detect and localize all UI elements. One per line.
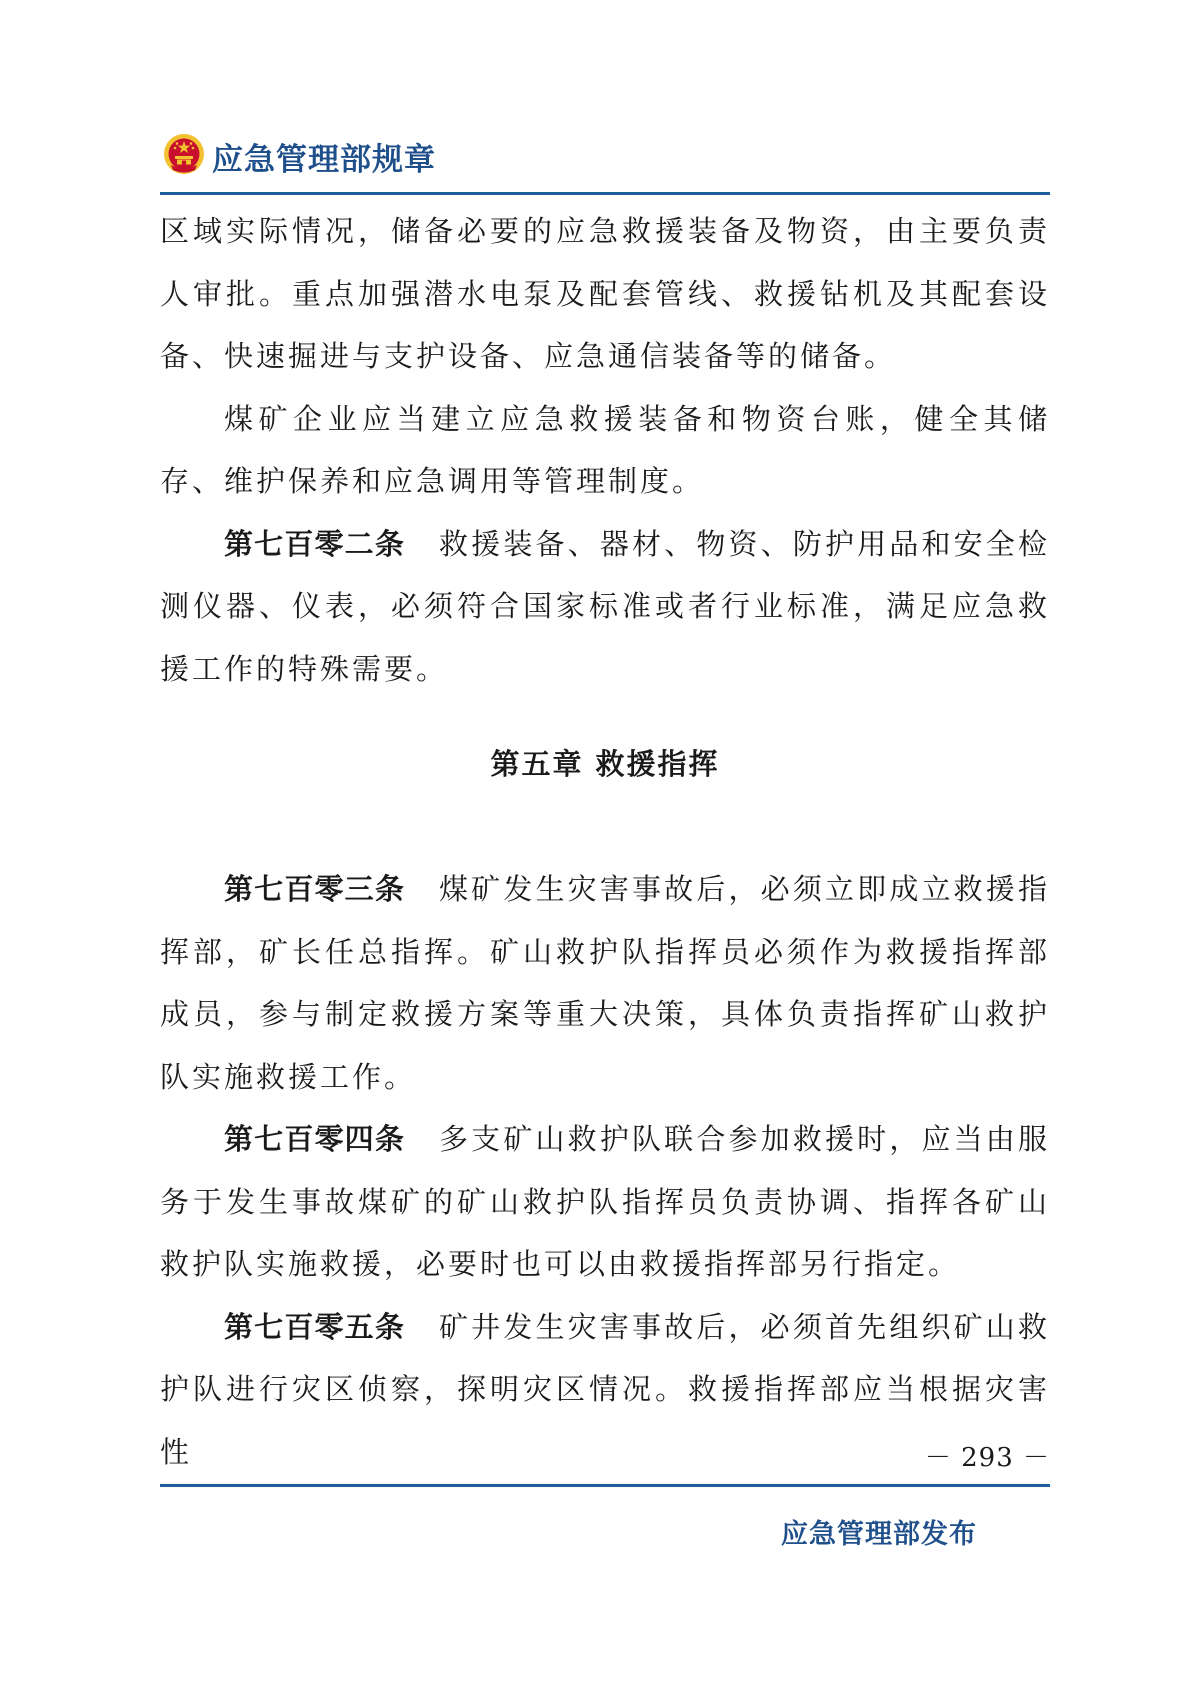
paragraph-ledger: 煤矿企业应当建立应急救援装备和物资台账，健全其储存、维护保养和应急调用等管理制度。 <box>160 401 1050 498</box>
footer-publisher: 应急管理部发布 <box>781 1519 977 1550</box>
article-label: 第七百零二条 <box>224 526 405 561</box>
page-header <box>160 130 1050 190</box>
document-body <box>160 200 1050 1483</box>
article-703 <box>160 858 1050 1108</box>
article-label: 第七百零四条 <box>224 1122 405 1156</box>
page-number: － 293 － <box>924 1443 1050 1473</box>
article-text: 救援装备、器材、物资、防护用品和安全检测仪器、仪表，必须符合国家标准或者行业标准，满足应急救援工作的特殊需要。 <box>160 526 1050 686</box>
article-label: 第七百零五条 <box>224 1309 405 1344</box>
paragraph-continued: 区域实际情况，储备必要的应急救援装备及物资，由主要负责人审批。重点加强潜水电泵及配套管线、救援钻机及其配套设备、快速掘进与支护设备、应急通信装备等的储备。 <box>160 214 1050 373</box>
article-text: 煤矿发生灾害事故后，必须立即成立救援指挥部，矿长任总指挥。矿山救护队指挥员必须作为救援指挥部成员，参与制定救援方案等重大决策，具体负责指挥矿山救护队实施救援工作。 <box>160 872 1050 1094</box>
header-divider <box>160 192 1050 195</box>
article-text: 多支矿山救护队联合参加救援时，应当由服务于发生事故煤矿的矿山救护队指挥员负责协调、指挥各矿山救护队实施救援，必要时也可以由救援指挥部另行指定。 <box>160 1122 1050 1281</box>
article-704 <box>160 1108 1050 1296</box>
chapter-heading: 第五章 救援指挥 <box>490 747 720 781</box>
article-text: 矿井发生灾害事故后，必须首先组织矿山救护队进行灾区侦察，探明灾区情况。救援指挥部应当根据灾害性 <box>160 1309 1050 1469</box>
national-emblem-icon <box>162 132 206 176</box>
article-702 <box>160 513 1050 701</box>
article-705 <box>160 1296 1050 1484</box>
article-label: 第七百零三条 <box>224 872 405 906</box>
footer-divider <box>160 1484 1050 1487</box>
header-title: 应急管理部规章 <box>212 142 436 178</box>
